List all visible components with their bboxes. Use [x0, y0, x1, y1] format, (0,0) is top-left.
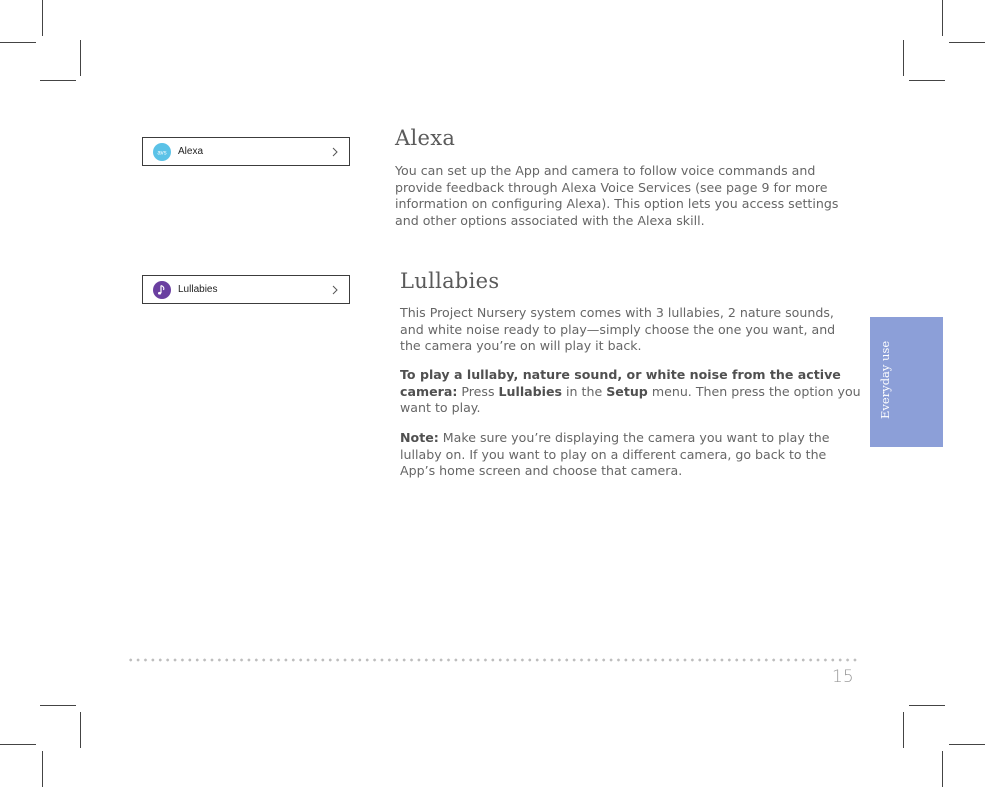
alexa-menu-row[interactable] [142, 137, 350, 166]
howto-bold: To play a lullaby, nature sound, or white noise from the active camera: [400, 367, 841, 399]
alexa-heading: Alexa [395, 126, 456, 150]
crop-mark [942, 751, 943, 787]
lullabies-intro: This Project Nursery system comes with 3 lullabies, 2 nature sounds, and white noise ready to play—simply choose the one you want, and the camera you’re on will play it back. [400, 305, 836, 353]
crop-mark [80, 712, 81, 748]
music-note-icon [153, 281, 171, 299]
crop-mark [0, 42, 36, 43]
crop-mark [942, 0, 943, 36]
crop-mark [0, 744, 36, 745]
lullabies-note: Note: Make sure you’re displaying the camera you want to play the lullaby on. If you want to play on a different camera, go back to the App’s home screen and choose that camera. [400, 430, 830, 478]
crop-mark [42, 0, 43, 36]
alexa-menu-label: Alexa [178, 146, 204, 157]
crop-mark [903, 712, 904, 748]
alexa-body: You can set up the App and camera to follow voice commands and provide feedback through Alexa Voice Services (see page 9 for more information on configuring Alexa). This option lets you access settings and other options associated with the Alexa skill. [395, 163, 839, 228]
note-label: Note: [400, 430, 439, 445]
crop-mark [42, 751, 43, 787]
section-side-tab [870, 317, 943, 447]
setup-term: Setup [606, 383, 648, 399]
crop-mark [903, 40, 904, 76]
crop-mark [949, 42, 985, 43]
chevron-right-icon [329, 146, 341, 158]
crop-mark [40, 80, 76, 81]
crop-mark [909, 80, 945, 81]
crop-mark [949, 744, 985, 745]
crop-mark [40, 705, 76, 706]
svg-text:avs: avs [157, 150, 167, 156]
page-number: 15 [832, 667, 854, 687]
lullabies-howto: To play a lullaby, nature sound, or white noise from the active camera: Press Lullabies in the Setup menu. Then press the option you want to play. [400, 367, 861, 415]
lullabies-heading: Lullabies [400, 269, 500, 293]
lullabies-menu-row[interactable] [142, 275, 350, 304]
avs-icon [153, 143, 171, 161]
lullabies-menu-label: Lullabies [178, 284, 218, 295]
crop-mark [909, 705, 945, 706]
crop-mark [80, 40, 81, 76]
lullabies-term: Lullabies [498, 383, 563, 399]
side-tab-label: Everyday use [878, 340, 892, 419]
chevron-right-icon [329, 284, 341, 296]
dotted-divider [127, 658, 860, 662]
